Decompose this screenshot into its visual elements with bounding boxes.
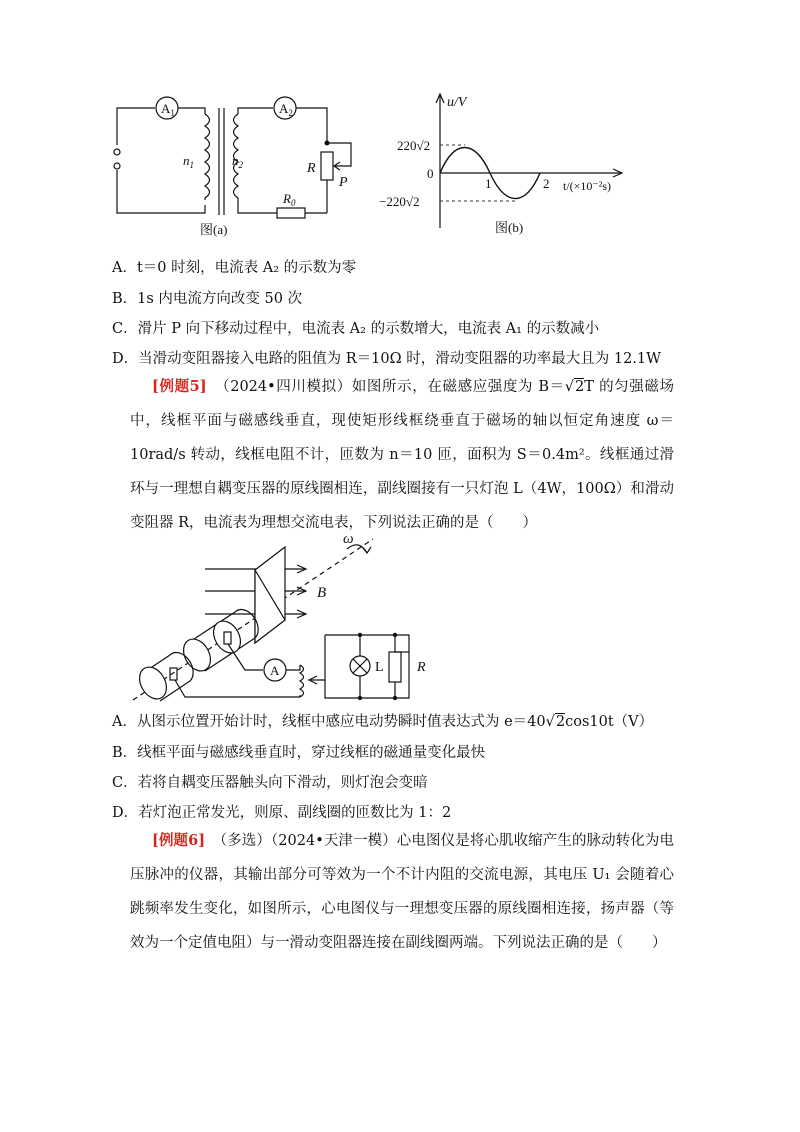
figure-b-caption: 图(b) [495,220,524,235]
origin-label: 0 [427,166,434,181]
y-max-label: 220√2 [397,138,431,153]
example-5-paragraph: [例题5] （2024•四川模拟）如图所示，在磁感应强度为 B＝√2T 的匀强磁场中，线框平面与磁感线垂直，现使矩形线框绕垂直于磁场的轴以恒定角速度 ω＝10rad/s 转动，线框电阻不计，匝数为 n＝10 匝，面积为 S＝0.4m²。线框通过滑环与一理想自耦变压器的原线圈相连，副线圈接有一只灯泡 L（4W，100Ω）和滑动变阻器 R，电流表为理想交流电表，下列说法正确的是（ ） [130,370,674,540]
field-b-label: B [317,585,327,601]
q5-option-a: A．从图示位置开始计时，线框中感应电动势瞬时值表达式为 e＝40√2cos10t（V） [112,714,654,730]
resistor-r0-label: $R_0$ [283,191,296,208]
ammeter-a1-label: $A_1$ [161,101,175,118]
q5-option-d: D．若灯泡正常发光，则原、副线圈的匝数比为 1：2 [112,805,452,821]
sqrt-symbol: √2 [545,714,566,730]
q4-option-d: D．当滑动变阻器接入电路的阻值为 R＝10Ω 时，滑动变阻器的功率最大且为 12.1W [112,351,662,367]
ammeter-a-label: A [270,663,280,678]
figure-a-transformer-circuit [105,90,365,240]
q5-option-c: C．若将自耦变压器触头向下滑动，则灯泡会变暗 [112,775,428,791]
figure-generator-diagram [125,525,455,710]
omega-label: ω [343,531,354,547]
example-5-tag: [例题5] [152,378,207,395]
q4-option-b: B．1s 内电流方向改变 50 次 [112,291,303,307]
x-axis-label: t/(×10⁻²s) [563,179,612,193]
sqrt-symbol: √2 [564,379,585,395]
slider-p-label: P [339,175,348,190]
rheostat-r-label: R [417,660,426,675]
tick-1-label: 1 [485,176,492,191]
tick-2-label: 2 [543,176,550,191]
figure-a-caption: 图(a) [200,222,228,237]
ammeter-a2-label: $A_2$ [279,101,293,118]
q4-option-c: C．滑片 P 向下移动过程中，电流表 A₂ 的示数增大，电流表 A₁ 的示数减小 [112,321,600,337]
q4-option-a: A．t＝0 时刻，电流表 A₂ 的示数为零 [112,260,357,276]
n2-label: $n_2$ [232,153,243,170]
figure-b-voltage-graph [375,88,645,238]
y-axis-label: u/V [447,95,467,110]
q5-option-b: B．线框平面与磁感线垂直时，穿过线框的磁通量变化最快 [112,745,486,761]
example-6-tag: [例题6] [152,832,206,849]
example-6-paragraph: [例题6] （多选）（2024•天津一模）心电图仪是将心肌收缩产生的脉动转化为电压脉冲的仪器，其输出部分可等效为一个不计内阻的交流电源，其电压 U₁ 会随着心跳频率发生变化，如图所示，心电图仪与一理想变压器的原线圈相连接，扬声器（等效为一个定值电阻）与一滑动变阻器连接在副线圈两端。下列说法正确的是（ ） [130,832,675,951]
n1-label: $n_1$ [183,153,194,170]
lamp-l-label: L [375,660,384,675]
y-min-label: −220√2 [379,194,420,209]
resistor-r-label: R [307,161,316,176]
